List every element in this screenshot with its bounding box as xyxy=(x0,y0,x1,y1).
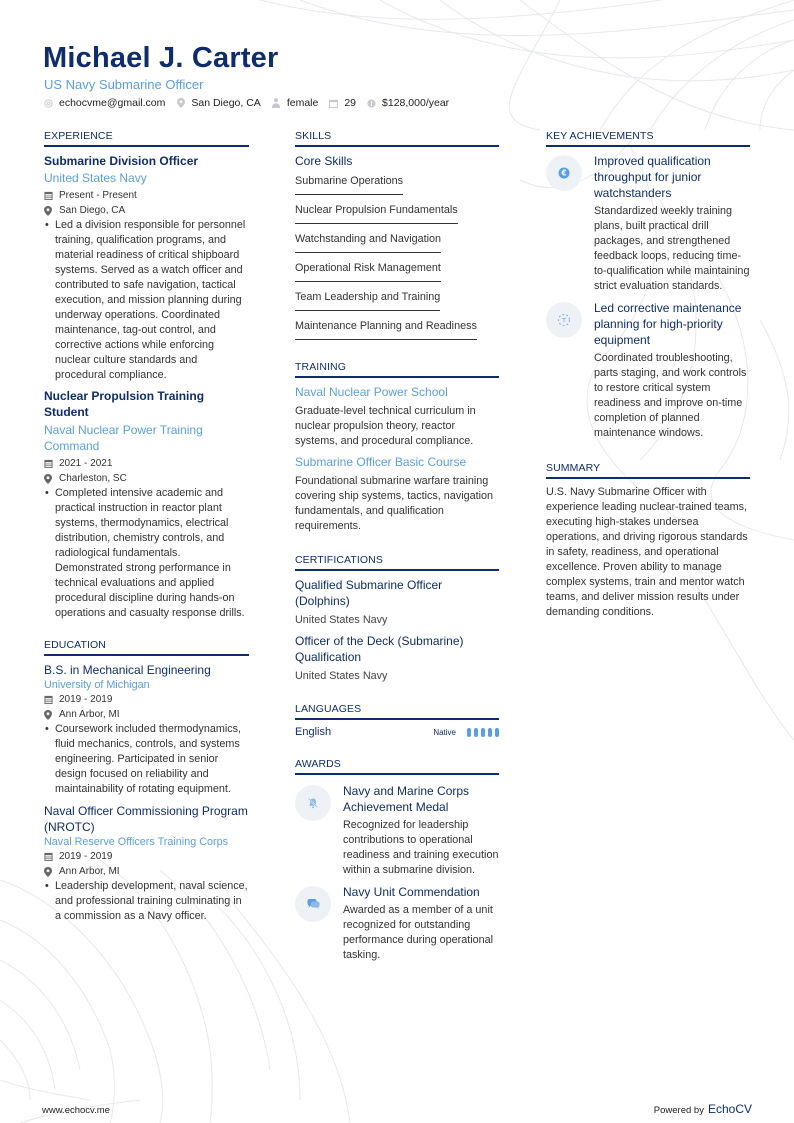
training-description: Foundational submarine warfare training covering ship systems, tactics, navigation fundamentals, and qualification requirements. xyxy=(295,475,494,532)
summary-section xyxy=(546,462,750,620)
training-title: Naval Nuclear Power School xyxy=(295,385,448,399)
at-icon xyxy=(44,99,53,108)
skill-item: Team Leadership and Training xyxy=(295,290,440,311)
brand-name[interactable]: EchoCV xyxy=(707,1102,752,1116)
contact-row xyxy=(44,97,460,109)
certification-issuer: United States Navy xyxy=(295,670,388,682)
proficiency-dot xyxy=(467,728,471,737)
school-name: Naval Reserve Officers Training Corps xyxy=(44,836,229,848)
job-title: Nuclear Propulsion Training Student xyxy=(44,389,205,419)
proficiency-dot xyxy=(481,728,485,737)
location-text: San Diego, CA xyxy=(59,205,126,216)
award-description: Awarded as a member of a unit recognized for outstanding performance during operational tasking. xyxy=(343,904,494,961)
dates-text: 2021 - 2021 xyxy=(59,458,113,469)
job-location xyxy=(44,471,249,486)
coin-icon xyxy=(367,99,376,108)
right-column xyxy=(546,130,750,620)
training-item xyxy=(295,454,499,534)
certifications-heading: CERTIFICATIONS xyxy=(295,554,499,571)
skill-item: Operational Risk Management xyxy=(295,261,441,282)
job-dates xyxy=(44,188,249,203)
degree-title: B.S. in Mechanical Engineering xyxy=(44,663,211,677)
contact-location xyxy=(176,97,260,109)
job-org: Naval Nuclear Power Training Command xyxy=(44,423,203,453)
map-pin-icon xyxy=(44,867,54,877)
calendar-icon xyxy=(44,852,54,861)
language-level: Native xyxy=(433,727,456,737)
experience-item xyxy=(44,153,249,383)
proficiency-dot xyxy=(474,728,478,737)
award-description: Recognized for leadership contributions to operational readiness and training execution within a submarine division. xyxy=(343,819,499,876)
svg-text:€: € xyxy=(561,168,567,178)
language-item xyxy=(295,726,499,738)
achievement-title: Improved qualification throughput for junior watchstanders xyxy=(594,154,711,200)
achievement-title: Led corrective maintenance planning for high-priority equipment xyxy=(594,301,742,347)
education-location xyxy=(44,864,249,879)
age-text: 29 xyxy=(344,97,357,109)
education-item xyxy=(44,803,249,924)
achievement-description: Standardized weekly training plans, built practical drill packages, and strengthened feedback loops, reducing time-to-qualification while maintaining strict evaluation standards. xyxy=(594,205,750,292)
map-pin-icon xyxy=(176,99,185,108)
certification-item xyxy=(295,633,499,683)
job-location xyxy=(44,203,249,218)
map-pin-icon xyxy=(44,206,54,216)
chat-bubbles-icon xyxy=(295,886,331,922)
powered-by-label: Powered by xyxy=(653,1105,704,1116)
bell-slash-icon xyxy=(295,785,331,821)
education-dates xyxy=(44,849,249,864)
language-proficiency xyxy=(433,728,499,737)
achievements-heading: KEY ACHIEVEMENTS xyxy=(546,130,750,147)
calendar-icon xyxy=(329,99,338,108)
awards-heading: AWARDS xyxy=(295,758,499,775)
summary-heading: SUMMARY xyxy=(546,462,750,479)
achievements-section xyxy=(546,130,750,441)
job-title: Submarine Division Officer xyxy=(44,154,199,168)
candidate-role: US Navy Submarine Officer xyxy=(44,77,204,92)
job-dates xyxy=(44,456,249,471)
skills-section xyxy=(295,130,499,345)
dashed-circle-icon xyxy=(546,302,582,338)
achievement-description: Coordinated troubleshooting, parts staging, and work controls to restore critical system readiness and improve on-time completion of planned maintenance windows. xyxy=(594,352,747,439)
training-item xyxy=(295,384,499,449)
person-icon xyxy=(272,99,281,108)
education-description: • Coursework included thermodynamics, fluid mechanics, controls, and systems engineering. Participated in senior design focused on reliability and maintainability of rotating equipment. xyxy=(44,722,249,797)
training-description: Graduate-level technical curriculum in nuclear propulsion theory, reactor systems, and procedural compliance. xyxy=(295,405,476,447)
dates-text: Present - Present xyxy=(59,190,137,201)
award-title: Navy and Marine Corps Achievement Medal xyxy=(343,784,470,814)
experience-section xyxy=(44,130,249,621)
calendar-icon xyxy=(44,459,54,468)
award-title: Navy Unit Commendation xyxy=(343,885,480,899)
certification-issuer: United States Navy xyxy=(295,614,388,626)
education-item xyxy=(44,662,249,797)
award-item xyxy=(295,783,499,878)
job-description: • Completed intensive academic and practical instruction in reactor plant systems, thermodynamics, electrical distribution, chemistry controls, and radiological fundamentals. Demonstrated strong performance in technical evaluations and applied procedural discipline during hands-on operations and casualty response drills. xyxy=(44,486,249,621)
contact-email xyxy=(44,97,165,109)
summary-text: U.S. Navy Submarine Officer with experience leading nuclear-trained teams, executing high-stakes undersea operations, and driving rigorous standards in safety, readiness, and operational excellence. Proven ability to manage complex systems, train and mentor watch teams, and deliver mission results under demanding conditions. xyxy=(546,486,748,618)
calendar-icon xyxy=(44,191,54,200)
certifications-section xyxy=(295,554,499,683)
job-description: • Led a division responsible for personnel training, qualification programs, and material readiness of critical shipboard systems. Served as a watch officer and contributed to safe navigation, tactical execution, and mission planning during underway operations. Coordinated maintenance, tag-out control, and corrective actions while enforcing nuclear culture standards and procedural compliance. xyxy=(44,218,249,383)
award-item xyxy=(295,884,499,963)
contact-age xyxy=(329,97,356,109)
location-text: San Diego, CA xyxy=(191,97,261,109)
achievement-item xyxy=(546,153,750,294)
dates-text: 2019 - 2019 xyxy=(59,851,113,862)
experience-item xyxy=(44,388,249,621)
dates-text: 2019 - 2019 xyxy=(59,694,113,705)
awards-section xyxy=(295,758,499,963)
education-dates xyxy=(44,692,249,707)
training-heading: TRAINING xyxy=(295,361,499,378)
certification-title: Officer of the Deck (Submarine) Qualification xyxy=(295,634,464,664)
skill-item: Maintenance Planning and Readiness xyxy=(295,319,477,340)
left-column xyxy=(44,130,249,924)
email-text: echocvme@gmail.com xyxy=(59,97,166,109)
education-heading: EDUCATION xyxy=(44,639,249,656)
job-org: United States Navy xyxy=(44,171,147,185)
degree-title: Naval Officer Commissioning Program (NROTC) xyxy=(44,804,248,834)
footer-powered-by xyxy=(654,1102,752,1116)
education-description: • Leadership development, naval science, and professional training culminating in a commission as a Navy officer. xyxy=(44,879,249,924)
achievement-item xyxy=(546,300,750,441)
proficiency-dot xyxy=(488,728,492,737)
footer-website[interactable]: www.echocv.me xyxy=(42,1105,110,1116)
training-title: Submarine Officer Basic Course xyxy=(295,455,467,469)
map-pin-icon xyxy=(44,474,54,484)
language-name: English xyxy=(295,726,332,738)
salary-text: $128,000/year xyxy=(382,97,450,109)
education-section xyxy=(44,639,249,924)
calendar-icon xyxy=(44,695,54,704)
location-text: Ann Arbor, MI xyxy=(59,709,120,720)
skills-heading: SKILLS xyxy=(295,130,499,147)
location-text: Ann Arbor, MI xyxy=(59,866,120,877)
school-name: University of Michigan xyxy=(44,679,150,691)
skills-subheading: Core Skills xyxy=(295,154,353,168)
middle-column xyxy=(295,130,499,963)
skill-item: Watchstanding and Navigation xyxy=(295,232,441,253)
training-section xyxy=(295,361,499,534)
location-text: Charleston, SC xyxy=(59,473,127,484)
gender-text: female xyxy=(286,97,319,109)
experience-heading: EXPERIENCE xyxy=(44,130,249,147)
languages-section xyxy=(295,703,499,738)
proficiency-dot xyxy=(495,728,499,737)
candidate-name: Michael J. Carter xyxy=(43,42,279,74)
map-pin-icon xyxy=(44,710,54,720)
certification-title: Qualified Submarine Officer (Dolphins) xyxy=(295,578,443,608)
skill-item: Submarine Operations xyxy=(295,174,403,195)
contact-salary xyxy=(367,97,449,109)
euro-coin-icon xyxy=(546,155,582,191)
certification-item xyxy=(295,577,499,627)
skill-item: Nuclear Propulsion Fundamentals xyxy=(295,203,458,224)
languages-heading: LANGUAGES xyxy=(295,703,499,720)
education-location xyxy=(44,707,249,722)
contact-gender xyxy=(272,97,319,109)
